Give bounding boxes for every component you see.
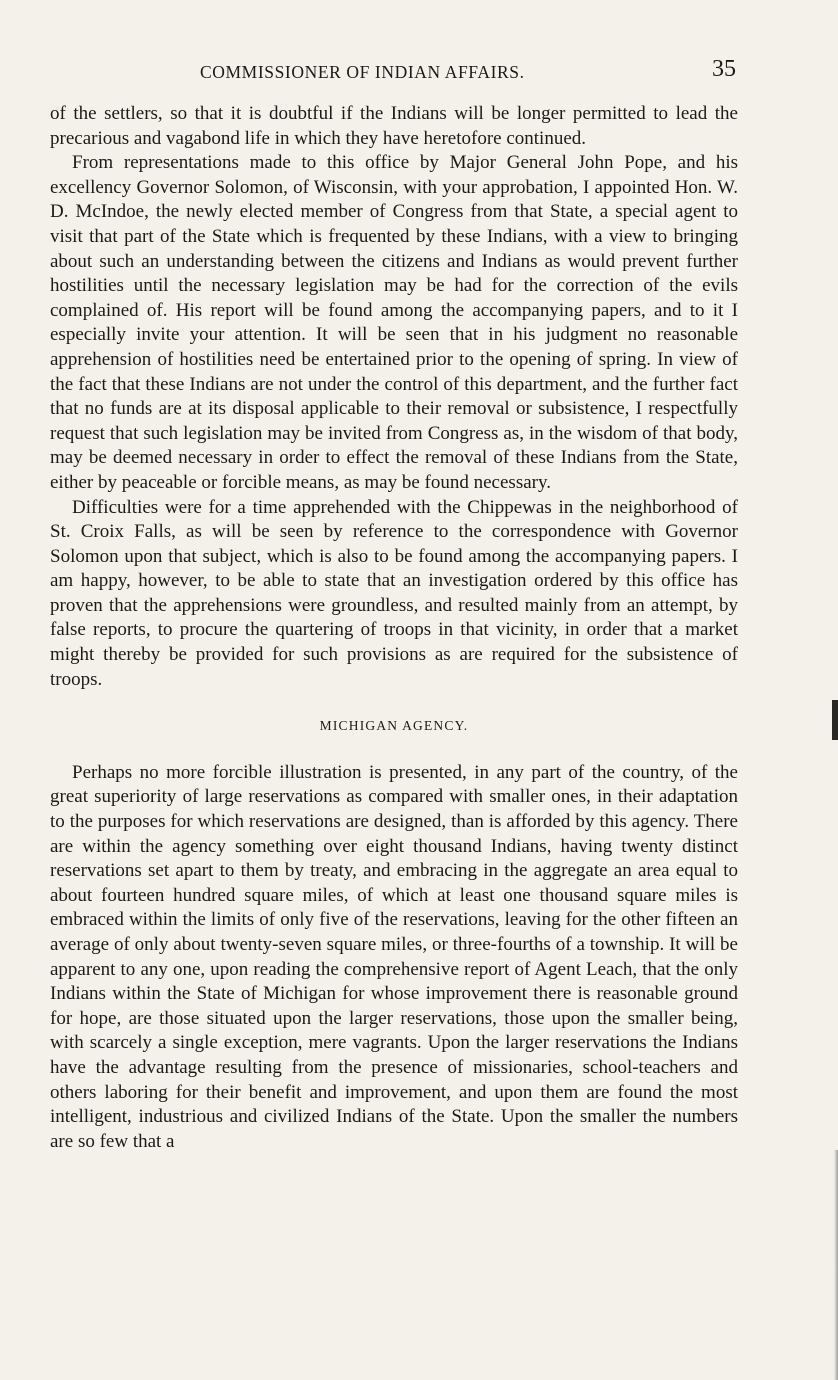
document-page xyxy=(50,54,738,1154)
paragraph-chippewas: Difficulties were for a time apprehended with the Chippewas in the neighborhood of St. Croix Falls, as will be seen by reference to the correspondence with Governor Solomon upon that subject, which is also to be found among the accompanying papers. I am happy, however, to be able to state that an investigation ordered by this office has proven that the apprehensions were groundless, and resulted mainly from an attempt, by false reports, to procure the quartering of troops in that vicinity, in order that a market might thereby be provided for such provisions as are required for the subsistence of troops. xyxy=(50,496,738,690)
section-heading: MICHIGAN AGENCY. xyxy=(319,718,469,734)
page-header xyxy=(50,54,738,88)
paragraph-wisconsin: From representations made to this office by Major General John Pope, and his excellency Governor Solomon, of Wisconsin, with your approbation, I appointed Hon. W. D. McIndoe, the newly elected member of Congress from that State, a special agent to visit that part of the State which is frequented by these Indians, with a view to bringing about such an understanding between the citizens and Indians as would prevent further hostilities until the necessary legislation may be had for the correction of the evils complained of. His report will be found among the accompanying papers, and to it I especially invite your attention. It will be seen that in his judgment no reasonable apprehension of hostilities need be entertained prior to the opening of spring. In view of the fact that these Indians are not under the control of this department, and the further fact that no funds are at its disposal applicable to their removal or subsistence, I respectfully request that such legislation may be invited from Congress as, in the wisdom of that body, may be deemed necessary in order to effect the removal of these Indians from the State, either by peaceable or forcible means, as may be found necessary. xyxy=(50,152,738,493)
paragraph-continuation: of the settlers, so that it is doubtful if the Indians will be longer permitted to lead the precarious and vagabond life in which they have heretofore continued. xyxy=(50,103,738,149)
paragraph-michigan: Perhaps no more forcible illustration is presented, in any part of the country, of the great superiority of large reservations as compared with smaller ones, in their adaptation to the purposes for which reservations are designed, than is afforded by this agency. There are within the agency something over eight thousand Indians, having twenty distinct reservations set apart to them by treaty, and embracing in the aggregate an area equal to about fourteen hundred square miles, of which at least one thousand square miles is embraced within the limits of only five of the reservations, leaving for the other fifteen an average of only about twenty-seven square miles, or three-fourths of a township. It will be apparent to any one, upon reading the comprehensive report of Agent Leach, that the only Indians within the State of Michigan for whose improvement there is reasonable ground for hope, are those situated upon the larger reservations, those upon the smaller being, with scarcely a single exception, mere vagrants. Upon the larger reservations the Indians have the advantage resulting from the presence of missionaries, school-teachers and others laboring for their benefit and improvement, and upon them are found the most intelligent, industrious and civilized Indians of the State. Upon the smaller the numbers are so few that a xyxy=(50,761,738,1152)
body-text xyxy=(50,102,738,1154)
running-head: COMMISSIONER OF INDIAN AFFAIRS. xyxy=(200,62,525,82)
page-number: 35 xyxy=(712,56,736,82)
page-edge-mark xyxy=(832,700,838,740)
page-edge-shadow xyxy=(834,1150,838,1380)
